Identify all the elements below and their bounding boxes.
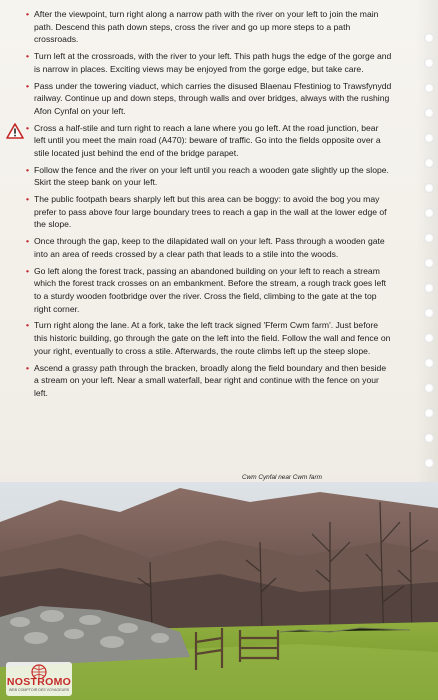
nostromo-logo (6, 662, 72, 696)
direction-text: Go left along the forest track, passing an abandoned building on your left to reach a stream which the forest track crosses on an embankment. Before the stream, a rough track goes left to a sturdy wooden footbridge over the river. Cross the field, climbing to the gate at the top right corner. (34, 265, 387, 314)
binder-hole (424, 358, 434, 368)
direction-step (26, 235, 392, 260)
direction-text: Once through the gap, keep to the dilapidated wall on your left. Pass through a wooden gate into an area of reeds crossed by a clear path that leads to a stile into the woods. (34, 236, 385, 259)
bullet: • (26, 362, 30, 373)
bullet: • (26, 51, 30, 62)
direction-step (26, 80, 392, 118)
warning-icon (6, 123, 24, 139)
direction-text: Turn right along the lane. At a fork, take the left track signed 'Fferm Cwm farm'. Just before this historic building, go through the gate on the left into the field. Follow the wall and fence on your right, eventually to cross a stile. Afterwards, the route climbs left up the steep slope. (34, 320, 391, 356)
direction-step (26, 122, 392, 160)
binder-hole (424, 133, 434, 143)
direction-text: Pass under the towering viaduct, which carries the disused Blaenau Ffestiniog to Trawsfynydd railway. Continue up and down steps, through walls and over bridges, always with the rushing Afon Cynfal on your left. (34, 80, 392, 116)
binder-hole (424, 333, 434, 343)
bullet: • (26, 80, 30, 91)
direction-step (26, 362, 392, 400)
binder-hole (424, 383, 434, 393)
binder-hole (424, 83, 434, 93)
logo-tagline: WEB COMPTOIR DES VOYAGEURS (8, 688, 70, 692)
bullet: • (26, 194, 30, 205)
photo-caption: Cwm Cynfal near Cwm farm (242, 474, 322, 481)
bullet: • (26, 122, 30, 133)
bullet: • (26, 320, 30, 331)
bullet: • (26, 236, 30, 247)
binder-hole (424, 433, 434, 443)
binder-hole (424, 158, 434, 168)
direction-text: Turn left at the crossroads, with the river to your left. This path hugs the edge of the gorge and is narrow in places. Exciting views may be enjoyed from the gorge edge, but take care. (34, 51, 392, 74)
binder-hole (424, 258, 434, 268)
logo-wordmark: NOSTROMO (6, 676, 72, 688)
bullet: • (26, 164, 30, 175)
binder-hole (424, 208, 434, 218)
direction-text: Follow the fence and the river on your left until you reach a wooden gate slightly up the slope. Skirt the steep bank on your left. (34, 164, 389, 188)
direction-step (26, 193, 392, 231)
binder-hole (424, 33, 434, 43)
binder-hole (424, 108, 434, 118)
binder-hole (424, 283, 434, 293)
direction-text: Cross a half-stile and turn right to reach a lane where you go left. At the road junction, bear left until you meet the main road (A470): beware of traffic. Go into the fields opposite over a stile located just behind the end of the bridge parapet. (34, 122, 381, 158)
binder-hole (424, 58, 434, 68)
direction-text: The public footpath bears sharply left but this area can be boggy: to avoid the bog you may prefer to pass above four large boundary trees to reach a gap in the wall at the lower edge of the slope. (34, 194, 387, 230)
route-directions (26, 8, 392, 404)
direction-step (26, 8, 392, 46)
bullet: • (26, 265, 30, 276)
binder-hole (424, 233, 434, 243)
direction-step (26, 50, 392, 75)
binder-hole (424, 408, 434, 418)
direction-step (26, 319, 392, 357)
binder-hole (424, 183, 434, 193)
direction-step (26, 265, 392, 315)
direction-text: Ascend a grassy path through the bracken, broadly along the field boundary and then beside a stream on your left. Near a small waterfall, bear right and continue with the fence on your left. (34, 362, 387, 398)
direction-step (26, 164, 392, 189)
bullet: • (26, 9, 30, 19)
binder-hole (424, 308, 434, 318)
binder-hole (424, 458, 434, 468)
direction-text: After the viewpoint, turn right along a narrow path with the river on your left to join the main path. Descend this path down steps, cross the river and go up more steps to a path crossroads. (34, 9, 379, 45)
